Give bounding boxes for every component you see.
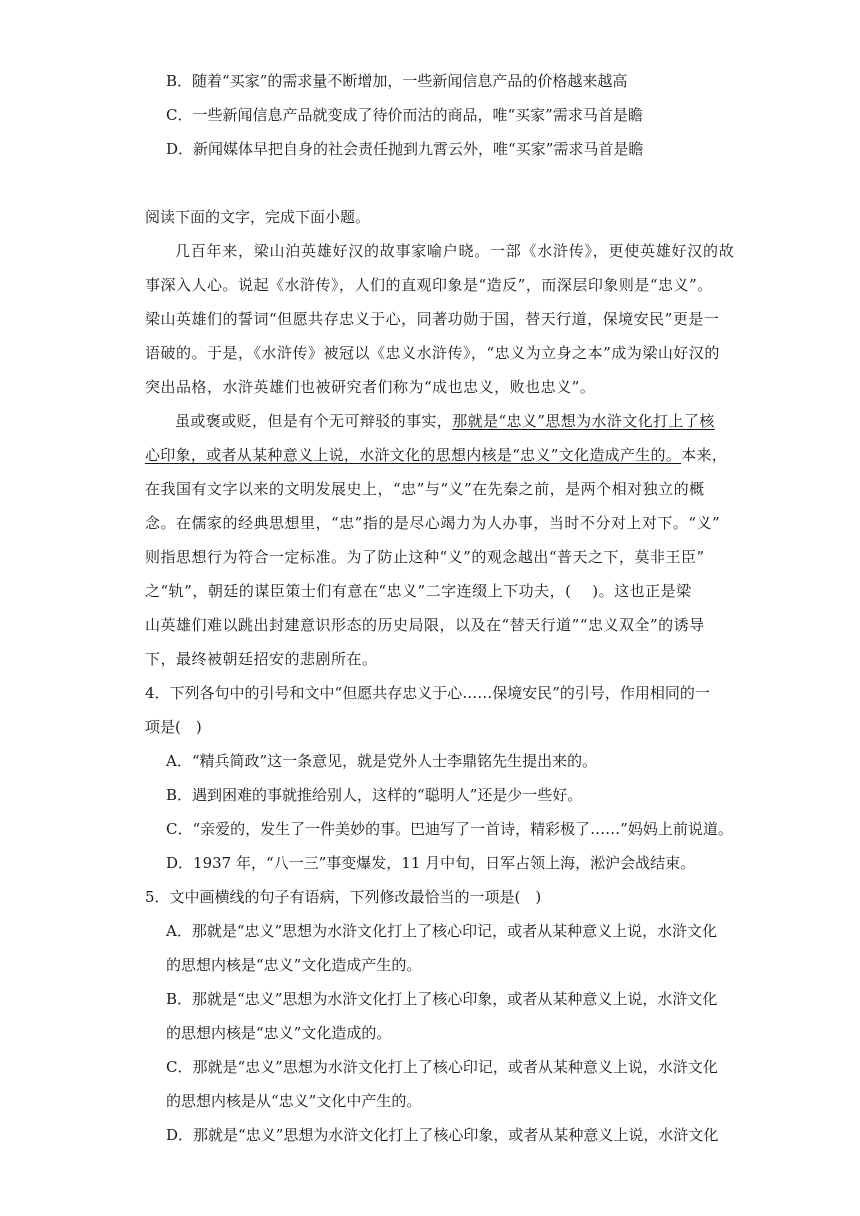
question-4-option-a: A．“精兵简政”这一条意见，就是党外人士李鼎铭先生提出来的。: [166, 752, 598, 770]
passage-line: 山英雄们难以跳出封建意识形态的历史局限，以及在“替天行道”“忠义双全”的诱导: [145, 616, 705, 634]
question-5-option-c-cont: 的思想内核是从“忠义”文化中产生的。: [166, 1092, 422, 1110]
passage-line: 之“轨”，朝廷的谋臣策士们有意在“忠义”二字连缀上下功夫，( )。这也正是梁: [145, 582, 692, 600]
passage-line: 事深入人心。说起《水浒传》，人们的直观印象是“造反”，而深层印象则是“忠义”。: [145, 276, 713, 294]
question-5-option-a: A．那就是“忠义”思想为水浒文化打上了核心印记，或者从某种意义上说，水浒文化: [166, 922, 718, 940]
question-5-stem: 5．文中画横线的句子有语病，下列修改最恰当的一项是( ): [145, 888, 542, 906]
passage-line: 在我国有文字以来的文明发展史上，“忠”与“义”在先秦之前，是两个相对独立的概: [145, 480, 705, 498]
passage-line: 则指思想行为符合一定标准。为了防止这种“义”的观念越出“普天之下，莫非王臣”: [145, 548, 705, 566]
passage-line: [145, 445, 727, 465]
prev-option-c: C．一些新闻信息产品就变成了待价而沽的商品，唯“买家”需求马首是瞻: [166, 106, 643, 124]
reading-instruction: 阅读下面的文字，完成下面小题。: [145, 208, 371, 226]
question-4-stem: 4．下列各句中的引号和文中“但愿共存忠义于心……保境安民”的引号，作用相同的一: [145, 684, 710, 702]
passage-line: 下，最终被朝廷招安的悲剧所在。: [145, 650, 378, 668]
question-4-stem: 项是( ): [145, 718, 202, 736]
passage-line: 突出品格，水浒英雄们也被研究者们称为“成也忠义，败也忠义”。: [145, 378, 596, 396]
passage-line: 几百年来，梁山泊英雄好汉的故事家喻户晓。一部《水浒传》，更使英雄好汉的故: [175, 242, 735, 260]
prev-option-d: D．新闻媒体早把自身的社会责任抛到九霄云外，唯“买家”需求马首是瞻: [166, 140, 644, 158]
question-5-option-c: C．那就是“忠义”思想为水浒文化打上了核心印记，或者从某种意义上说，水浒文化: [166, 1058, 718, 1076]
passage-line: [175, 411, 715, 431]
prev-option-b: B．随着“买家”的需求量不断增加，一些新闻信息产品的价格越来越高: [166, 72, 628, 90]
question-4-option-b: B．遇到困难的事就推给别人，这样的“聪明人”还是少一些好。: [166, 786, 583, 804]
question-5-option-d: D．那就是“忠义”思想为水浒文化打上了核心印象，或者从某种意义上说，水浒文化: [166, 1126, 719, 1144]
passage-text: 虽或褒或贬，但是有个无可辩驳的事实，: [175, 412, 453, 430]
question-5-option-b: B．那就是“忠义”思想为水浒文化打上了核心印象，或者从某种意义上说，水浒文化: [166, 990, 718, 1008]
question-5-option-a-cont: 的思想内核是“忠义”文化造成产生的。: [166, 956, 422, 974]
question-4-option-d: D．1937 年，“八一三”事变爆发，11 月中旬，日军占领上海，淞沪会战结束。: [166, 854, 696, 872]
passage-line: 梁山英雄们的誓词“但愿共存忠义于心，同著功勋于国，替天行道，保境安民”更是一: [145, 310, 720, 328]
passage-line: 语破的。于是，《水浒传》被冠以《忠义水浒传》，“忠义为立身之本”成为梁山好汉的: [145, 344, 720, 362]
underlined-sentence: 心印象，或者从某种意义上说，水浒文化的思想内核是“忠义”文化造成产生的。: [145, 446, 682, 464]
passage-line: 念。在儒家的经典思想里，“忠”指的是尽心竭力为人办事，当时不分对上对下。“义”: [145, 514, 721, 532]
passage-text: 本来，: [681, 446, 728, 464]
question-4-option-c: C．“亲爱的，发生了一件美妙的事。巴迪写了一首诗，精彩极了……”妈妈上前说道。: [166, 820, 733, 838]
underlined-sentence: 那就是“忠义”思想为水浒文化打上了核: [452, 412, 715, 430]
question-5-option-b-cont: 的思想内核是“忠义”文化造成的。: [166, 1024, 392, 1042]
